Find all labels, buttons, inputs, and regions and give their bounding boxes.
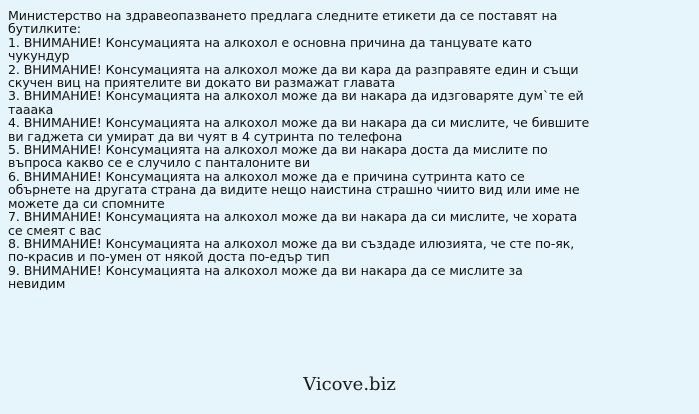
- joke-line: тааака: [8, 101, 54, 117]
- joke-line: ви гаджета си умират да ви чуят в 4 сутринта по телефона: [8, 128, 403, 144]
- joke-line: 8. ВНИМАНИЕ! Консумацията на алкохол може да ви създаде илюзията, че сте по-як,: [8, 235, 575, 251]
- joke-line: невидим: [8, 276, 66, 292]
- site-name: Vicove.biz: [303, 374, 396, 395]
- joke-line: 3. ВНИМАНИЕ! Консумацията на алкохол може да ви накара да идзговаряте дум`те ей: [8, 88, 584, 104]
- joke-line: Министерство на здравеопазването предлага следните етикети да се поставят на: [8, 8, 558, 23]
- joke-line: въпроса какво се е случило с панталоните ви: [8, 155, 310, 171]
- joke-line: 1. ВНИМАНИЕ! Консумацията на алкохол е основна причина да танцувате като: [8, 34, 532, 50]
- joke-line: по-красив и по-умен от някой доста по-едър тип: [8, 249, 330, 265]
- joke-text: [8, 8, 590, 292]
- joke-line: обърнете на другата страна да видите нещо наистина страшно чиито вид или име не: [8, 182, 580, 198]
- joke-line: се смеят с вас: [8, 222, 102, 238]
- joke-line: 2. ВНИМАНИЕ! Консумацията на алкохол може да ви кара да разправяте един и същи: [8, 61, 579, 77]
- joke-line: бутилките:: [8, 21, 81, 37]
- joke-line: 7. ВНИМАНИЕ! Консумацията на алкохол може да ви накара да си мислите, че хората: [8, 209, 578, 225]
- joke-line: чукундур: [8, 48, 70, 64]
- joke-line: можете да си спомните: [8, 195, 165, 211]
- joke-line: 6. ВНИМАНИЕ! Консумацията на алкохол може да е причина сутринта като се: [8, 168, 525, 184]
- joke-line: скучен виц на приятелите ви докато ви размажат главата: [8, 75, 396, 91]
- joke-line: 9. ВНИМАНИЕ! Консумацията на алкохол може да ви накара да се мислите за: [8, 262, 523, 278]
- joke-line: 5. ВНИМАНИЕ! Консумацията на алкохол може да ви накара доста да мислите по: [8, 142, 548, 158]
- joke-line: 4. ВНИМАНИЕ! Консумацията на алкохол може да ви накара да си мислите, че бившите: [8, 115, 590, 131]
